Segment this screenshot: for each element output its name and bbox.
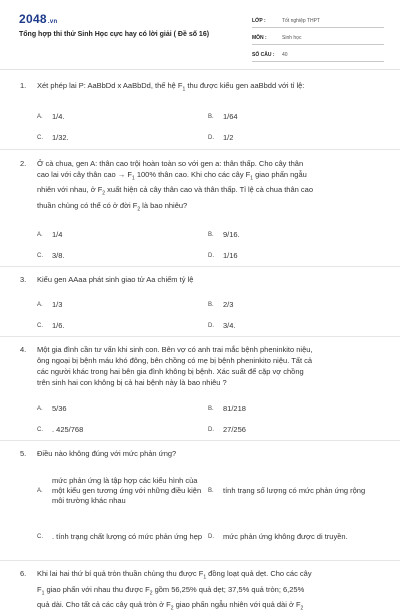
option-text: 1/3 xyxy=(52,299,63,309)
question-text xyxy=(37,344,382,388)
answer-option[interactable] xyxy=(208,315,379,336)
brand-suffix: .vn xyxy=(47,19,58,25)
option-text: 1/4 xyxy=(52,229,63,239)
meta-key: MÔN : xyxy=(252,34,267,41)
question-6 xyxy=(0,560,400,615)
answer-option[interactable] xyxy=(208,514,379,560)
question-text-line: Xét phép lai P: AaBbDd x AaBbDd, thế hệ $F_1$ thu được kiểu gen aaBbdd với tỉ lệ: xyxy=(37,81,305,93)
option-letter: A. xyxy=(37,488,43,494)
option-letter: D. xyxy=(208,426,214,433)
document-meta xyxy=(252,14,384,65)
question-text-line: Ở cà chua, gen A: thân cao trội hoàn toàn so với gen a: thân thấp. Cho cây thân xyxy=(37,158,304,168)
option-text: 1/16 xyxy=(223,250,238,260)
meta-row-count xyxy=(252,48,384,62)
question-number: 3. xyxy=(20,275,27,284)
question-number: 4. xyxy=(20,345,27,354)
question-text xyxy=(37,568,382,615)
brand-name: 2048 xyxy=(19,12,47,26)
answer-option[interactable] xyxy=(208,398,379,419)
answer-option[interactable] xyxy=(208,128,379,149)
option-text: mức phản ứng là tập hợp các kiểu hình của một kiểu gen tương ứng với những điều kiện môi trường khác nhau xyxy=(52,476,202,505)
question-stem xyxy=(20,80,382,96)
option-letter: C. xyxy=(37,322,43,329)
answer-option[interactable] xyxy=(37,245,208,266)
question-text-line: quả dài. Cho tất cả các cây quả tròn ở $F_2$ giao phấn ngẫu nhiên với quả dài ở $F_2$ xyxy=(37,600,304,612)
option-letter: C. xyxy=(37,534,43,540)
option-text: 1/4. xyxy=(52,112,65,121)
question-stem xyxy=(20,568,382,615)
option-text: 81/218 xyxy=(223,403,246,413)
question-text xyxy=(37,448,382,459)
option-letter: D. xyxy=(208,322,214,329)
question-stem xyxy=(20,274,382,285)
option-text: 2/3 xyxy=(223,299,234,309)
answer-options xyxy=(20,398,382,440)
meta-row-class xyxy=(252,14,384,28)
answer-option[interactable] xyxy=(208,107,379,128)
meta-row-subject xyxy=(252,31,384,45)
option-letter: B. xyxy=(208,301,214,308)
option-letter: B. xyxy=(208,231,214,238)
question-text-line: Một gia đình cần tư vấn khi sinh con. Bên vợ có anh trai mắc bệnh pheninkito niệu, xyxy=(37,345,313,354)
option-text: 5/36 xyxy=(52,403,67,413)
answer-option[interactable] xyxy=(37,107,208,128)
option-letter: C. xyxy=(37,426,43,433)
option-letter: C. xyxy=(37,252,43,259)
option-letter: A. xyxy=(37,301,43,308)
question-text-line: Kiểu gen AAaa phát sinh giao tử Aa chiếm tỷ lệ xyxy=(37,275,194,284)
answer-option[interactable] xyxy=(208,224,379,245)
option-letter: A. xyxy=(37,231,43,238)
answer-option[interactable] xyxy=(208,294,379,315)
answer-options xyxy=(20,294,382,336)
document-title: Tổng hợp thi thử Sinh Học cực hay có lời giải ( Đề số 16) xyxy=(19,31,210,38)
option-text: . tính trạng chất lượng có mức phản ứng hẹp xyxy=(52,532,203,541)
question-text-line: Khi lai hai thứ bí quả tròn thuần chủng thu được $F_1$ đồng loạt quả dẹt. Cho các cây xyxy=(37,569,312,581)
question-text-line: cao lai với cây thân cao → $F_1$ 100% thân cao. Khi cho các cây $F_1$ giao phấn ngẫu xyxy=(37,169,307,181)
answer-option[interactable] xyxy=(37,128,208,149)
answer-option[interactable] xyxy=(208,419,379,440)
answer-option[interactable] xyxy=(37,514,208,560)
option-letter: D. xyxy=(208,534,214,540)
option-text: 1/6. xyxy=(52,320,65,330)
option-letter: A. xyxy=(37,405,43,412)
option-text: 1/2 xyxy=(223,133,234,142)
page-header xyxy=(0,0,400,58)
answer-option[interactable] xyxy=(37,419,208,440)
question-2 xyxy=(0,149,400,267)
header-divider xyxy=(0,69,400,70)
option-text: 1/32. xyxy=(52,133,69,142)
question-1 xyxy=(0,72,400,149)
option-letter: D. xyxy=(208,252,214,259)
option-letter: B. xyxy=(208,114,214,120)
answer-options xyxy=(20,107,382,149)
question-number: 1. xyxy=(20,81,27,90)
question-number: 5. xyxy=(20,449,27,458)
answer-option[interactable] xyxy=(37,398,208,419)
option-text: . 425/768 xyxy=(52,424,84,434)
brand-logo[interactable] xyxy=(19,12,57,26)
question-text xyxy=(37,274,382,285)
answer-option[interactable] xyxy=(37,224,208,245)
question-text-line: ông ngoại bị bệnh máu khó đông, bên chồng có mẹ bị bệnh pheninkito niệu. Tất cả xyxy=(37,356,313,365)
question-text-line: trên sinh hai con không bị cả hai bệnh này là bao nhiêu ? xyxy=(37,378,227,387)
meta-value: 40 xyxy=(282,51,288,58)
question-list xyxy=(0,72,400,615)
option-letter: C. xyxy=(37,135,43,141)
option-text: tính trạng số lượng có mức phản ứng rộng xyxy=(223,486,366,495)
option-text: 1/64 xyxy=(223,112,238,121)
answer-option[interactable] xyxy=(37,468,208,514)
question-text-line: thuần chủng có thể có ở đời $F_2$ là bao nhiêu? xyxy=(37,200,188,212)
question-number: 2. xyxy=(20,158,27,168)
question-text-line: $F_1$ giao phấn với nhau thu được $F_2$ gồm 56,25% quả dẹt; 37,5% quả tròn; 6,25% xyxy=(37,584,305,596)
question-text xyxy=(37,80,382,96)
meta-value: Sinh học xyxy=(282,34,302,41)
question-stem xyxy=(20,344,382,388)
question-text-line: Điều nào không đúng với mức phản ứng? xyxy=(37,449,177,458)
question-4 xyxy=(0,336,400,440)
answer-options xyxy=(20,468,382,560)
question-text-line: nhiên với nhau, ở $F_2$ xuất hiện cả cây thân cao và thân thấp. Tỉ lệ cà chua thân cao xyxy=(37,185,313,197)
question-text-line: các người khác trong hai bên gia đình không bị bệnh. Xác suất để cặp vợ chồng xyxy=(37,367,304,376)
question-stem xyxy=(20,448,382,459)
question-5 xyxy=(0,440,400,560)
option-text: 3/4. xyxy=(223,320,236,330)
meta-key: LỚP : xyxy=(252,17,266,24)
question-stem xyxy=(20,158,382,216)
option-text: 27/256 xyxy=(223,424,246,434)
option-letter: B. xyxy=(208,405,214,412)
question-text xyxy=(37,158,382,216)
question-3 xyxy=(0,266,400,336)
option-text: mức phản ứng không được di truyền. xyxy=(223,532,348,541)
option-letter: D. xyxy=(208,135,214,141)
option-text: 3/8. xyxy=(52,250,65,260)
meta-key: SỐ CÂU : xyxy=(252,51,275,58)
answer-option[interactable] xyxy=(37,294,208,315)
question-number: 6. xyxy=(20,569,27,578)
answer-option[interactable] xyxy=(208,245,379,266)
answer-option[interactable] xyxy=(208,468,379,514)
answer-option[interactable] xyxy=(37,315,208,336)
option-text: 9/16. xyxy=(223,229,240,239)
meta-value: Tốt nghiệp THPT xyxy=(282,17,320,24)
option-letter: A. xyxy=(37,114,43,120)
answer-options xyxy=(20,224,382,266)
option-letter: B. xyxy=(208,488,214,494)
